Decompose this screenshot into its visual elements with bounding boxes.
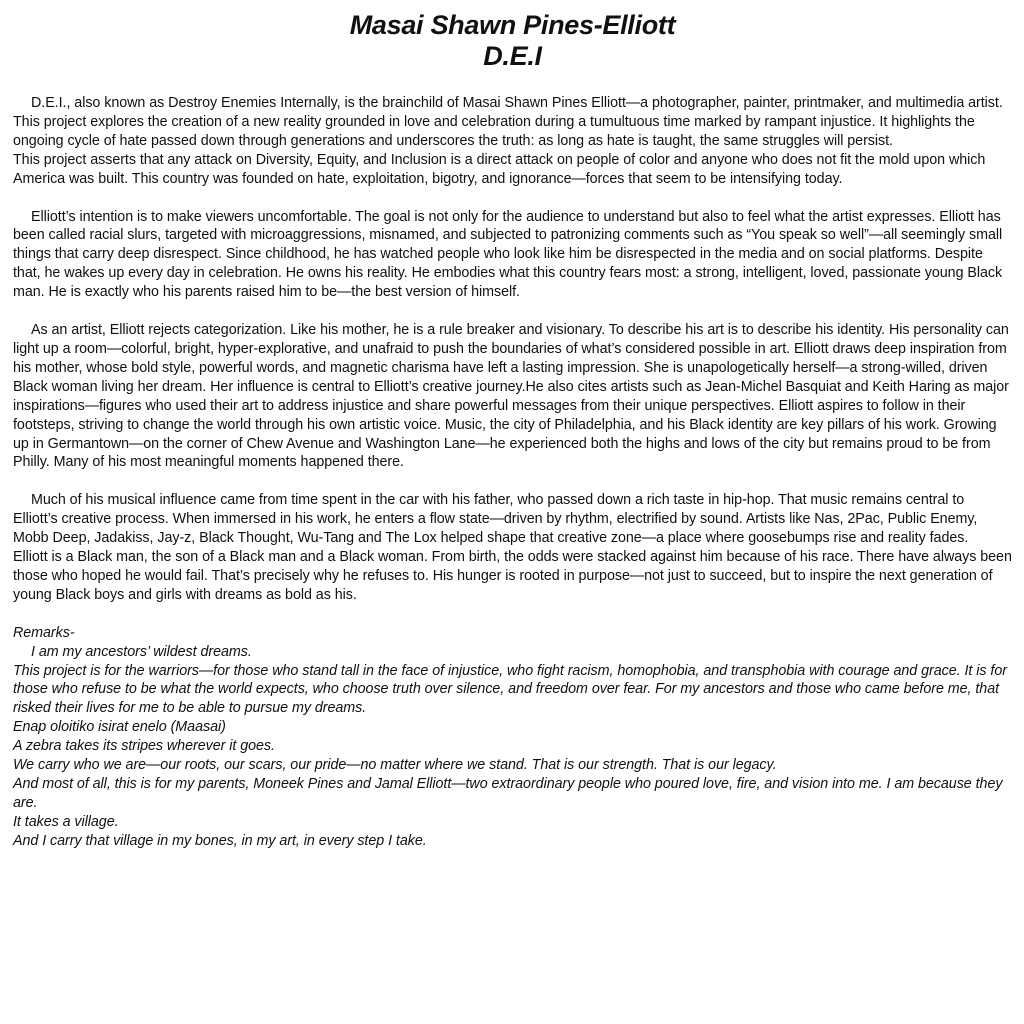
paragraph-intention: Elliott’s intention is to make viewers uncomfortable. The goal is not only for the audience to understand but also to feel what the artist expresses. Elliott has been called racial slurs, targeted with microaggressions, misnamed, and subjected to patronizing comments such as “You speak so well”—all seemingly small things that carry deep disrespect. Since childhood, he has watched people who look like him be disrespected in the media and on social platforms. Despite that, he wakes up every day in celebration. He owns his reality. He embodies what this country fears most: a strong, intelligent, loved, passionate young Black man. He is exactly who his parents raised him to be—the best version of himself.	[13, 208, 1003, 301]
remarks-line: I am my ancestors’ wildest dreams.	[31, 643, 252, 660]
paragraph-gap	[13, 189, 1012, 208]
remarks-line: This project is for the warriors—for those who stand tall in the face of injustice, who fight racism, homophobia, and transphobia with courage and grace. It is for those who refuse to be what the world expects, who choose truth over silence, and freedom over fear. For my ancestors and those who came before me, that risked their lives for me to be able to pursue my dreams.	[13, 662, 1007, 717]
remarks-line: It takes a village.	[13, 813, 119, 830]
paragraph-gap	[13, 605, 1012, 624]
remarks-heading: Remarks-	[13, 624, 75, 641]
remarks-section	[13, 624, 1012, 851]
paragraph-music: Much of his musical influence came from time spent in the car with his father, who passed down a rich taste in hip-hop. That music remains central to Elliott’s creative process. When immersed in his work, he enters a flow state—driven by rhythm, electrified by sound. Artists like Nas, 2Pac, Public Enemy, Mobb Deep, Jadakiss, Jay-z, Black Thought, Wu-Tang and The Lox helped shape that creative zone—a place where goosebumps rise and reality fades.	[13, 492, 978, 547]
paragraph-artist: As an artist, Elliott rejects categorization. Like his mother, he is a rule breaker and visionary. To describe his art is to describe his identity. His personality can light up a room—colorful, bright, hyper-explorative, and unafraid to push the boundaries of what’s considered possible in art. Elliott draws deep inspiration from his mother, whose bold style, powerful words, and magnetic charisma have left a lasting impression. She is unapologetically herself—a strong-willed, driven Black woman living her dream. Her influence is central to Elliott’s creative journey.He also cites artists such as Jean-Michel Basquiat and Keith Haring as major inspirations—figures who used their art to address injustice and share powerful messages from their unique perspectives. Elliott aspires to follow in their footsteps, striving to change the world through his own artistic voice. Music, the city of Philadelphia, and his Black identity are key pillars of his work. Growing up in Germantown—on the corner of Chew Avenue and Washington Lane—he experienced both the highs and lows of the city but remains proud to be from Philly. Many of his most meaningful moments happened there.	[13, 322, 1009, 471]
paragraph-gap	[13, 302, 1012, 321]
remarks-line: And I carry that village in my bones, in my art, in every step I take.	[13, 832, 427, 849]
remarks-line: A zebra takes its stripes wherever it goes.	[13, 738, 275, 755]
document-title	[13, 10, 1012, 72]
paragraph-gap	[13, 472, 1012, 491]
title-artist-name: Masai Shawn Pines-Elliott	[349, 10, 676, 40]
document-body	[13, 94, 1012, 851]
paragraph-dei-attack: This project asserts that any attack on Diversity, Equity, and Inclusion is a direct attack on people of color and anyone who does not fit the mold upon which America was built. This country was founded on hate, exploitation, bigotry, and ignorance—forces that seem to be intensifying today.	[13, 151, 986, 187]
remarks-line: And most of all, this is for my parents, Moneek Pines and Jamal Elliott—two extraordinary people who poured love, fire, and vision into me. I am because they are.	[13, 776, 1003, 811]
title-project-name: D.E.I	[483, 41, 542, 71]
remarks-line: Enap oloitiko isirat enelo (Maasai)	[13, 719, 226, 736]
remarks-line: We carry who we are—our roots, our scars, our pride—no matter where we stand. That is our strength. That is our legacy.	[13, 757, 777, 774]
paragraph-identity: Elliott is a Black man, the son of a Black man and a Black woman. From birth, the odds were stacked against him because of his race. There have always been those who hoped he would fail. That’s precisely why he refuses to. His hunger is rooted in purpose—not just to succeed, but to inspire the next generation of young Black boys and girls with dreams as bold as his.	[13, 549, 1012, 603]
paragraph-intro: D.E.I., also known as Destroy Enemies Internally, is the brainchild of Masai Shawn Pines Elliott—a photographer, painter, printmaker, and multimedia artist. This project explores the creation of a new reality grounded in love and celebration during a tumultuous time marked by rampant injustice. It highlights the ongoing cycle of hate passed down through generations and underscores the truth: as long as hate is taught, the same struggles will persist.	[13, 95, 1003, 149]
